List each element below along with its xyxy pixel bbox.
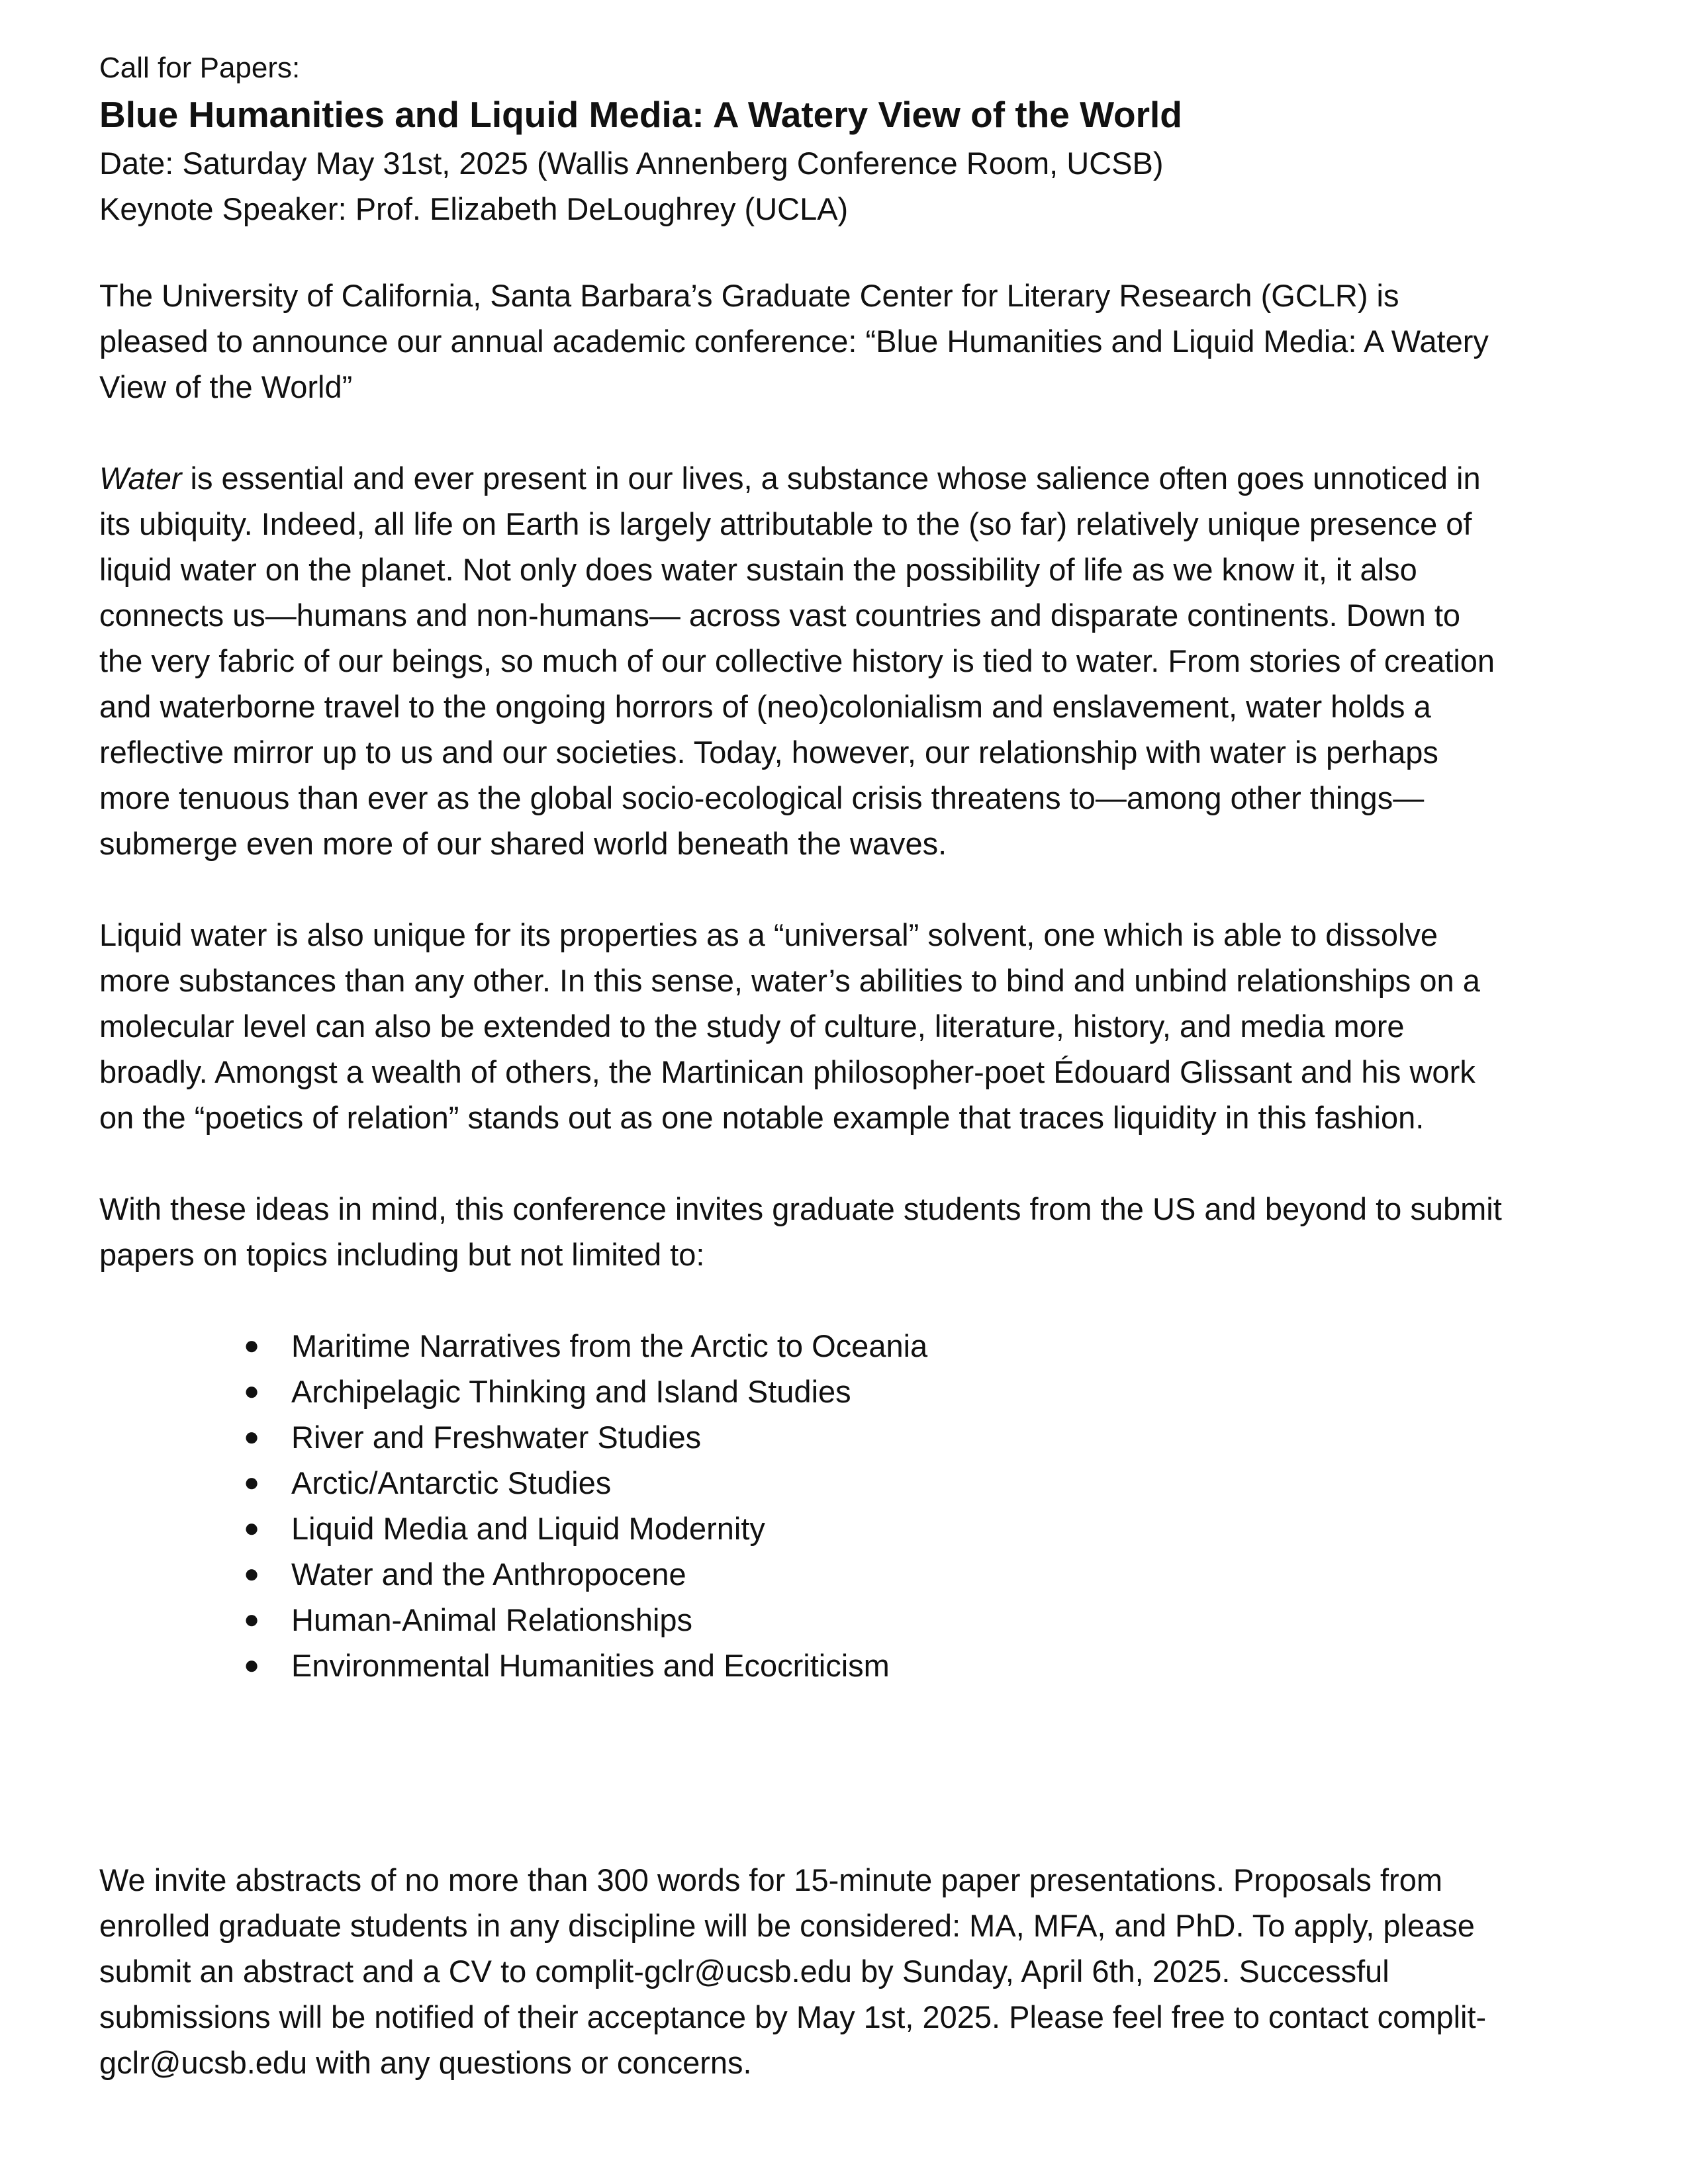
keynote-speaker: Keynote Speaker: Prof. Elizabeth DeLoughrey (UCLA): [99, 191, 849, 226]
call-for-papers-label: Call for Papers:: [99, 52, 301, 84]
bullet-icon: ●: [244, 1331, 260, 1360]
water-paragraph-body: is essential and ever present in our lives, a substance whose salience often goes unnoticed in its ubiquity. Indeed, all life on Earth is largely attributable to the (so far) relatively unique presence of liquid water on the planet. Not only does water sustain the possibility of life as we know it, it also connects us—humans and non-humans— across vast countries and disparate continents. Down to the very fabric of our beings, so much of our collective history is tied to water. From stories of creation and waterborne travel to the ongoing horrors of (neo)colonialism and enslavement, water holds a reflective mirror up to us and our societies. Today, however, our relationship with water is perhaps more tenuous than ever as the global socio-ecological crisis threatens to—among other things—submerge even more of our shared world beneath the waves.: [99, 461, 1495, 861]
topic-label: Liquid Media and Liquid Modernity: [291, 1511, 765, 1546]
spacer: [99, 866, 1503, 912]
spacer: [99, 410, 1503, 455]
topic-label: Environmental Humanities and Ecocriticism: [291, 1648, 890, 1683]
list-item: [244, 1506, 1503, 1551]
list-item: [244, 1369, 1503, 1414]
list-item: [244, 1460, 1503, 1506]
topic-label: Arctic/Antarctic Studies: [291, 1465, 612, 1500]
list-item: [244, 1414, 1503, 1460]
invite-paragraph: With these ideas in mind, this conference invites graduate students from the US and beyond to submit papers on topics including but not limited to:: [99, 1191, 1502, 1272]
bullet-icon: ●: [244, 1514, 260, 1543]
conference-title: Blue Humanities and Liquid Media: A Watery View of the World: [99, 94, 1182, 135]
spacer: [99, 1140, 1503, 1186]
bullet-icon: ●: [244, 1605, 260, 1634]
bullet-icon: ●: [244, 1377, 260, 1406]
bullet-icon: ●: [244, 1468, 260, 1497]
bullet-icon: ●: [244, 1422, 260, 1451]
submission-paragraph: We invite abstracts of no more than 300 words for 15-minute paper presentations. Proposals from enrolled graduate students in any discipline will be considered: MA, MFA, and PhD. To apply, please submit an abstract and a CV to complit-gclr@ucsb.edu by Sunday, April 6th, 2025. Successful submissions will be notified of their acceptance by May 1st, 2025. Please feel free to contact complit-gclr@ucsb.edu with any questions or concerns.: [99, 1862, 1487, 2080]
spacer: [99, 232, 1503, 273]
spacer: [99, 1277, 1503, 1323]
water-paragraph: [99, 455, 1503, 866]
conference-date: Date: Saturday May 31st, 2025 (Wallis Annenberg Conference Room, UCSB): [99, 146, 1164, 181]
topic-label: Human-Animal Relationships: [291, 1602, 693, 1637]
topic-label: Archipelagic Thinking and Island Studies: [291, 1374, 851, 1409]
topic-label: River and Freshwater Studies: [291, 1420, 702, 1455]
topics-list: [99, 1323, 1503, 1688]
topic-label: Water and the Anthropocene: [291, 1557, 686, 1592]
list-item: [244, 1597, 1503, 1643]
list-item: [244, 1551, 1503, 1597]
list-item: [244, 1323, 1503, 1369]
topic-label: Maritime Narratives from the Arctic to Oceania: [291, 1328, 928, 1363]
bullet-icon: ●: [244, 1559, 260, 1588]
solvent-paragraph: Liquid water is also unique for its properties as a “universal” solvent, one which is able to dissolve more substances than any other. In this sense, water’s abilities to bind and unbind relationships on a molecular level can also be extended to the study of culture, literature, history, and media more broadly. Amongst a wealth of others, the Martinican philosopher-poet Édouard Glissant and his work on the “poetics of relation” stands out as one notable example that traces liquidity in this fashion.: [99, 917, 1480, 1135]
document-page: [99, 48, 1503, 2085]
list-item: [244, 1643, 1503, 1688]
spacer: [99, 1688, 1503, 1857]
bullet-icon: ●: [244, 1651, 260, 1680]
intro-paragraph: The University of California, Santa Barbara’s Graduate Center for Literary Research (GCLR) is pleased to announce our annual academic conference: “Blue Humanities and Liquid Media: A Watery View of the World”: [99, 278, 1489, 404]
water-lead-word: Water: [99, 461, 182, 496]
